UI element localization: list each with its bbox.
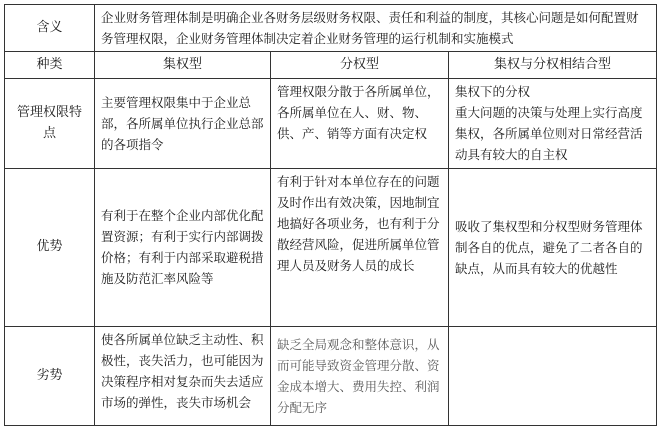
definition-row [5,5,657,52]
advantages-row [5,168,657,326]
definition-label: 含义 [5,5,95,52]
disadvantages-row [5,326,657,425]
column-header-centralized: 集权型 [95,52,271,79]
finance-system-table [4,4,657,426]
management-authority-row [5,78,657,168]
row-label-disadvantages: 劣势 [5,326,95,425]
column-header-combined: 集权与分权相结合型 [449,52,657,79]
category-label: 种类 [5,52,95,79]
header-row [5,52,657,79]
disadvantages-decentralized: 缺乏全局观念和整体意识，从而可能导致资金管理分散、资金成本增大、费用失控、利润分配无序 [271,326,449,425]
row-label-advantages: 优势 [5,168,95,326]
row-label-authority: 管理权限特点 [5,78,95,168]
authority-combined: 集权下的分权 重大问题的决策与处理上实行高度集权，各所属单位则对日常经营活动具有较大的自主权 [449,78,657,168]
disadvantages-combined [449,326,657,425]
column-header-decentralized: 分权型 [271,52,449,79]
authority-centralized: 主要管理权限集中于企业总部，各所属单位执行企业总部的各项指令 [95,78,271,168]
advantages-centralized: 有利于在整个企业内部优化配置资源；有利于实行内部调拨价格；有利于内部采取避税措施及防范汇率风险等 [95,168,271,326]
advantages-combined: 吸收了集权型和分权型财务管理体制各自的优点，避免了二者各自的缺点，从而具有较大的优越性 [449,168,657,326]
authority-decentralized: 管理权限分散于各所属单位，各所属单位在人、财、物、供、产、销等方面有决定权 [271,78,449,168]
definition-text: 企业财务管理体制是明确企业各财务层级财务权限、责任和利益的制度，其核心问题是如何配置财务管理权限，企业财务管理体制决定着企业财务管理的运行机制和实施模式 [95,5,657,52]
disadvantages-centralized: 使各所属单位缺乏主动性、积极性，丧失活力，也可能因为决策程序相对复杂而失去适应市场的弹性，丧失市场机会 [95,326,271,425]
advantages-decentralized: 有利于针对本单位存在的问题及时作出有效决策，因地制宜地搞好各项业务，也有利于分散经营风险，促进所属单位管理人员及财务人员的成长 [271,168,449,326]
